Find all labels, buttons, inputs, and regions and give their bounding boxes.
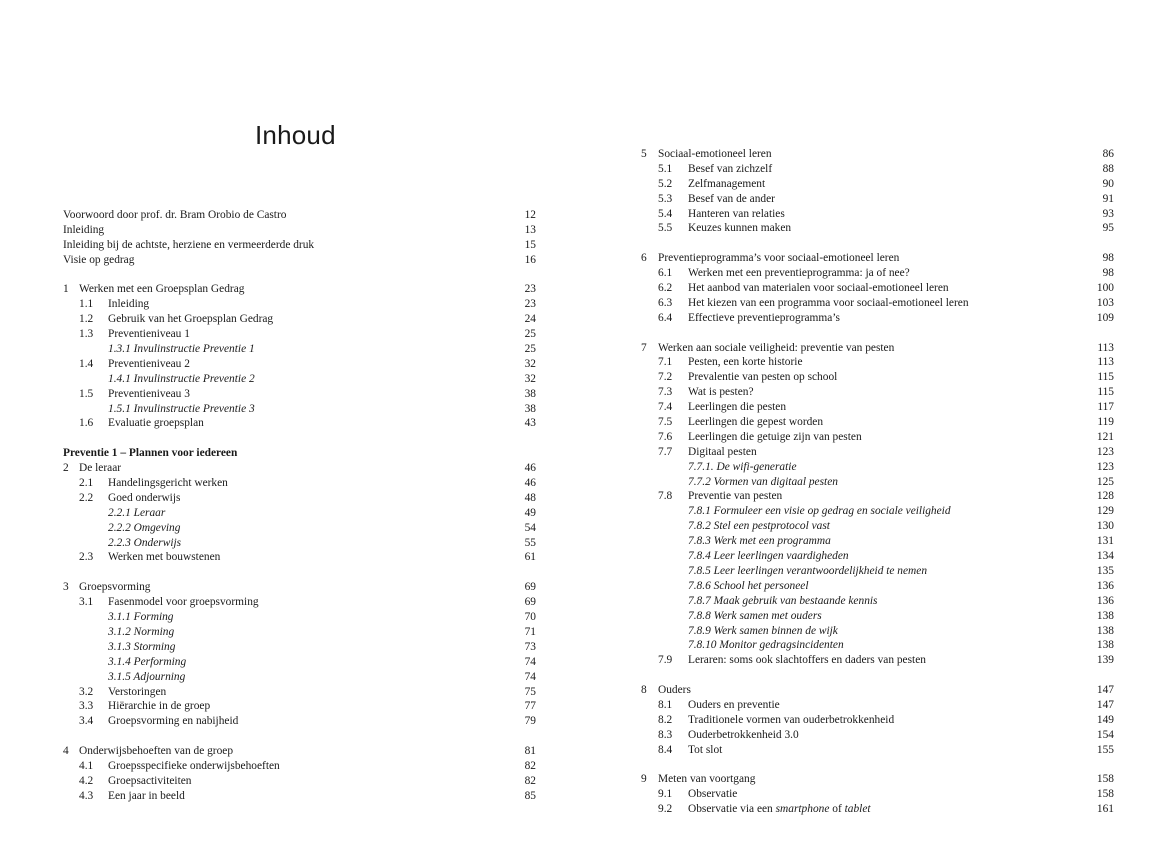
toc-page-number: 158 bbox=[1096, 773, 1114, 786]
toc-title: Prevalentie van pesten op school bbox=[688, 371, 838, 384]
toc-number: 1.1 bbox=[79, 298, 94, 311]
toc-subsection-entry[interactable] bbox=[63, 402, 536, 417]
toc-entry[interactable] bbox=[63, 789, 536, 804]
toc-page-number: 74 bbox=[524, 655, 536, 668]
toc-title: Het kiezen van een programma voor sociaal-emotioneel leren bbox=[688, 296, 969, 309]
toc-title: Inleiding bbox=[108, 298, 150, 311]
toc-title: Hiërarchie in de groep bbox=[108, 700, 211, 713]
toc-title: 3.1.2 Norming bbox=[108, 625, 175, 638]
toc-number: 7 bbox=[641, 341, 647, 354]
toc-entry[interactable] bbox=[63, 238, 536, 253]
toc-page-number: 23 bbox=[524, 298, 536, 311]
toc-entry[interactable] bbox=[641, 370, 1114, 385]
toc-subsection-entry[interactable] bbox=[641, 549, 1114, 564]
toc-page-number: 135 bbox=[1096, 564, 1114, 577]
toc-number: 5.4 bbox=[658, 207, 673, 220]
toc-subsection-entry[interactable] bbox=[63, 372, 536, 387]
toc-entry[interactable] bbox=[63, 491, 536, 506]
toc-page-number: 74 bbox=[524, 670, 536, 683]
toc-number: 8.4 bbox=[658, 743, 673, 756]
toc-title: Preventieprogramma’s voor sociaal-emotioneel leren bbox=[658, 252, 900, 265]
toc-title: Visie op gedrag bbox=[63, 253, 135, 266]
toc-title: 1.5.1 Invulinstructie Preventie 3 bbox=[108, 402, 255, 415]
toc-entry[interactable] bbox=[63, 357, 536, 372]
toc-page-number: 90 bbox=[1102, 177, 1114, 190]
toc-right-column bbox=[641, 147, 1114, 817]
toc-number: 1.3 bbox=[79, 328, 94, 341]
toc-page-number: 32 bbox=[524, 357, 536, 370]
toc-number: 9.2 bbox=[658, 803, 673, 816]
toc-page-number: 46 bbox=[524, 462, 536, 475]
toc-subsection-entry[interactable] bbox=[641, 579, 1114, 594]
toc-title: 7.8.2 Stel een pestprotocol vast bbox=[688, 520, 830, 533]
toc-number: 3.3 bbox=[79, 700, 94, 713]
toc-entry[interactable] bbox=[641, 802, 1114, 817]
toc-title: Leerlingen die pesten bbox=[688, 401, 787, 414]
toc-subsection-entry[interactable] bbox=[641, 519, 1114, 534]
toc-page-number: 73 bbox=[524, 640, 536, 653]
toc-number: 7.1 bbox=[658, 356, 673, 369]
toc-title-italic: tablet bbox=[844, 803, 871, 816]
toc-title: Wat is pesten? bbox=[688, 386, 754, 399]
toc-page-number: 136 bbox=[1096, 579, 1114, 592]
toc-entry[interactable] bbox=[63, 327, 536, 342]
toc-page-number: 149 bbox=[1096, 713, 1114, 726]
toc-title: Besef van zichzelf bbox=[688, 162, 773, 175]
toc-entry[interactable] bbox=[63, 759, 536, 774]
toc-page-number: 123 bbox=[1096, 445, 1114, 458]
toc-page-number: 75 bbox=[524, 685, 536, 698]
toc-title: Een jaar in beeld bbox=[108, 789, 185, 802]
toc-page-number: 55 bbox=[524, 536, 536, 549]
toc-title: 7.8.10 Monitor gedragsincidenten bbox=[688, 639, 844, 652]
toc-title: Preventieniveau 1 bbox=[108, 328, 190, 341]
toc-part-heading[interactable] bbox=[63, 446, 536, 461]
toc-number: 8.3 bbox=[658, 728, 673, 741]
toc-number: 6.2 bbox=[658, 282, 673, 295]
toc-entry[interactable] bbox=[641, 266, 1114, 281]
toc-title: Tot slot bbox=[688, 743, 723, 756]
toc-subsection-entry[interactable] bbox=[63, 536, 536, 551]
toc-chapter-entry[interactable] bbox=[641, 341, 1114, 356]
toc-page-number: 147 bbox=[1096, 684, 1114, 697]
toc-number: 2.1 bbox=[79, 477, 94, 490]
toc-page-number: 79 bbox=[524, 715, 536, 728]
toc-entry[interactable] bbox=[63, 297, 536, 312]
section-spacer bbox=[63, 729, 536, 744]
toc-number: 7.9 bbox=[658, 654, 673, 667]
toc-page-number: 77 bbox=[524, 700, 536, 713]
toc-page-number: 100 bbox=[1096, 282, 1114, 295]
toc-page-number: 32 bbox=[524, 372, 536, 385]
toc-title: Werken aan sociale veiligheid: preventie van pesten bbox=[658, 341, 895, 354]
toc-number: 8 bbox=[641, 684, 647, 697]
toc-title: 3.1.1 Forming bbox=[108, 611, 174, 624]
section-spacer bbox=[63, 268, 536, 283]
toc-title: 7.8.8 Werk samen met ouders bbox=[688, 609, 822, 622]
toc-page-number: 147 bbox=[1096, 698, 1114, 711]
toc-page-number: 54 bbox=[524, 521, 536, 534]
toc-entry[interactable] bbox=[63, 208, 536, 223]
toc-page-number: 138 bbox=[1096, 639, 1114, 652]
toc-title: Goed onderwijs bbox=[108, 491, 181, 504]
toc-subsection-entry[interactable] bbox=[63, 610, 536, 625]
toc-subsection-entry[interactable] bbox=[641, 475, 1114, 490]
toc-page-number: 138 bbox=[1096, 624, 1114, 637]
toc-page-number: 61 bbox=[524, 551, 536, 564]
toc-title: 2.2.1 Leraar bbox=[108, 506, 166, 519]
toc-page-number: 113 bbox=[1097, 341, 1114, 354]
toc-entry[interactable] bbox=[63, 253, 536, 268]
toc-title: Leerlingen die gepest worden bbox=[688, 416, 824, 429]
toc-page-number: 49 bbox=[524, 506, 536, 519]
toc-page-number: 48 bbox=[524, 491, 536, 504]
toc-title: De leraar bbox=[79, 462, 122, 475]
toc-entry[interactable] bbox=[641, 743, 1114, 758]
toc-title-part: Observatie via een bbox=[688, 803, 776, 816]
toc-entry[interactable] bbox=[63, 416, 536, 431]
toc-page-number: 154 bbox=[1096, 728, 1114, 741]
toc-title: 7.8.7 Maak gebruik van bestaande kennis bbox=[688, 594, 878, 607]
toc-entry[interactable] bbox=[641, 728, 1114, 743]
toc-page-number: 23 bbox=[524, 283, 536, 296]
toc-entry[interactable] bbox=[641, 311, 1114, 326]
toc-title bbox=[688, 802, 871, 817]
toc-title: 3.1.3 Storming bbox=[108, 640, 176, 653]
toc-number: 7.3 bbox=[658, 386, 673, 399]
toc-page-number: 155 bbox=[1096, 743, 1114, 756]
toc-subsection-entry[interactable] bbox=[641, 534, 1114, 549]
toc-page-number: 129 bbox=[1096, 505, 1114, 518]
toc-number: 9 bbox=[641, 773, 647, 786]
toc-entry[interactable] bbox=[63, 774, 536, 789]
toc-number: 1.6 bbox=[79, 417, 94, 430]
toc-entry[interactable] bbox=[641, 489, 1114, 504]
toc-page-number: 81 bbox=[524, 745, 536, 758]
toc-title: 7.8.5 Leer leerlingen verantwoordelijkheid te nemen bbox=[688, 564, 928, 577]
toc-number: 5.5 bbox=[658, 222, 673, 235]
toc-entry[interactable] bbox=[641, 415, 1114, 430]
toc-page-number: 71 bbox=[524, 625, 536, 638]
toc-number: 7.5 bbox=[658, 416, 673, 429]
toc-number: 8.1 bbox=[658, 698, 673, 711]
toc-page-number: 86 bbox=[1102, 148, 1114, 160]
toc-number: 7.6 bbox=[658, 430, 673, 443]
toc-title: Groepsactiviteiten bbox=[108, 774, 192, 787]
toc-number: 6.4 bbox=[658, 311, 673, 324]
toc-page-number: 117 bbox=[1097, 401, 1114, 414]
toc-number: 3.4 bbox=[79, 715, 94, 728]
toc-title: Onderwijsbehoeften van de groep bbox=[79, 745, 234, 758]
toc-number: 6.3 bbox=[658, 296, 673, 309]
toc-page-number: 25 bbox=[524, 328, 536, 341]
toc-entry[interactable] bbox=[641, 385, 1114, 400]
toc-number: 7.4 bbox=[658, 401, 673, 414]
toc-title: 7.8.1 Formuleer een visie op gedrag en sociale veiligheid bbox=[688, 505, 951, 518]
toc-title: Fasenmodel voor groepsvorming bbox=[108, 596, 259, 609]
toc-title: Groepsvorming bbox=[79, 581, 151, 594]
toc-title: Leraren: soms ook slachtoffers en daders van pesten bbox=[688, 654, 926, 667]
page-title: Inhoud bbox=[255, 120, 336, 150]
toc-entry[interactable] bbox=[63, 699, 536, 714]
toc-subsection-entry[interactable] bbox=[63, 521, 536, 536]
toc-number: 1.5 bbox=[79, 387, 94, 400]
toc-title: Evaluatie groepsplan bbox=[108, 417, 204, 430]
toc-subsection-entry[interactable] bbox=[641, 504, 1114, 519]
toc-left-column bbox=[63, 208, 536, 804]
toc-title-italic: smartphone bbox=[775, 803, 830, 816]
toc-entry[interactable] bbox=[63, 550, 536, 565]
toc-number: 5.2 bbox=[658, 177, 673, 190]
toc-title: Sociaal-emotioneel leren bbox=[658, 148, 772, 160]
toc-page-number: 93 bbox=[1102, 207, 1114, 220]
toc-page-number: 103 bbox=[1096, 296, 1114, 309]
toc-page-number: 109 bbox=[1096, 311, 1114, 324]
toc-title: Werken met bouwstenen bbox=[108, 551, 221, 564]
section-spacer bbox=[641, 758, 1114, 773]
toc-title: Traditionele vormen van ouderbetrokkenheid bbox=[688, 713, 895, 726]
toc-title: Preventie van pesten bbox=[688, 490, 783, 503]
toc-number: 1.2 bbox=[79, 313, 94, 326]
toc-title: Verstoringen bbox=[108, 685, 167, 698]
toc-page-number: 123 bbox=[1096, 460, 1114, 473]
toc-number: 5 bbox=[641, 148, 647, 160]
toc-page-number: 134 bbox=[1096, 550, 1114, 563]
toc-page-number: 85 bbox=[524, 789, 536, 802]
toc-title: Besef van de ander bbox=[688, 192, 775, 205]
toc-number: 3.2 bbox=[79, 685, 94, 698]
toc-page-number: 119 bbox=[1097, 416, 1114, 429]
toc-title: Pesten, een korte historie bbox=[688, 356, 803, 369]
toc-title: Ouders en preventie bbox=[688, 698, 780, 711]
toc-title: 1.3.1 Invulinstructie Preventie 1 bbox=[108, 343, 255, 356]
toc-title: Leerlingen die getuige zijn van pesten bbox=[688, 430, 862, 443]
toc-chapter-entry[interactable] bbox=[641, 772, 1114, 787]
toc-page-number: 125 bbox=[1096, 475, 1114, 488]
toc-title: Het aanbod van materialen voor sociaal-emotioneel leren bbox=[688, 282, 949, 295]
toc-number: 4.1 bbox=[79, 759, 94, 772]
toc-title: 2.2.2 Omgeving bbox=[108, 521, 181, 534]
toc-subsection-entry[interactable] bbox=[641, 638, 1114, 653]
toc-title: 3.1.5 Adjourning bbox=[108, 670, 186, 683]
toc-number: 4.3 bbox=[79, 789, 94, 802]
toc-entry[interactable] bbox=[63, 223, 536, 238]
toc-subsection-entry[interactable] bbox=[63, 655, 536, 670]
toc-page-number: 139 bbox=[1096, 654, 1114, 667]
toc-page-number: 25 bbox=[524, 343, 536, 356]
toc-page-number: 13 bbox=[524, 223, 536, 236]
section-spacer bbox=[641, 236, 1114, 251]
toc-page-number: 158 bbox=[1096, 788, 1114, 801]
toc-number: 6 bbox=[641, 252, 647, 265]
toc-page-number: 69 bbox=[524, 581, 536, 594]
toc-entry[interactable] bbox=[641, 698, 1114, 713]
toc-number: 1.4 bbox=[79, 357, 94, 370]
toc-title: Hanteren van relaties bbox=[688, 207, 785, 220]
toc-title: 3.1.4 Performing bbox=[108, 655, 187, 668]
toc-title: Ouders bbox=[658, 684, 691, 697]
toc-entry[interactable] bbox=[641, 400, 1114, 415]
toc-page-number: 38 bbox=[524, 402, 536, 415]
toc-chapter-entry[interactable] bbox=[63, 580, 536, 595]
toc-page-number: 98 bbox=[1102, 252, 1114, 265]
toc-subsection-entry[interactable] bbox=[641, 624, 1114, 639]
toc-page-number: 98 bbox=[1102, 267, 1114, 280]
toc-page-number: 69 bbox=[524, 596, 536, 609]
toc-page-number: 136 bbox=[1096, 594, 1114, 607]
toc-entry[interactable] bbox=[641, 445, 1114, 460]
toc-subsection-entry[interactable] bbox=[63, 670, 536, 685]
toc-entry[interactable] bbox=[641, 177, 1114, 192]
toc-subsection-entry[interactable] bbox=[641, 594, 1114, 609]
toc-chapter-entry[interactable] bbox=[63, 282, 536, 297]
toc-entry[interactable] bbox=[641, 162, 1114, 177]
toc-number: 1 bbox=[63, 283, 69, 296]
toc-page-number: 15 bbox=[524, 238, 536, 251]
toc-page-number: 115 bbox=[1097, 386, 1114, 399]
toc-chapter-entry[interactable] bbox=[63, 461, 536, 476]
toc-subsection-entry[interactable] bbox=[63, 342, 536, 357]
toc-number: 7.8 bbox=[658, 490, 673, 503]
toc-entry[interactable] bbox=[641, 192, 1114, 207]
toc-number: 9.1 bbox=[658, 788, 673, 801]
toc-page-number: 46 bbox=[524, 477, 536, 490]
toc-number: 3.1 bbox=[79, 596, 94, 609]
toc-page-number: 161 bbox=[1096, 803, 1114, 816]
toc-entry[interactable] bbox=[63, 714, 536, 729]
toc-title: 1.4.1 Invulinstructie Preventie 2 bbox=[108, 372, 255, 385]
toc-page-number: 82 bbox=[524, 774, 536, 787]
toc-chapter-entry[interactable] bbox=[641, 683, 1114, 698]
toc-number: 5.1 bbox=[658, 162, 673, 175]
toc-title: Ouderbetrokkenheid 3.0 bbox=[688, 728, 799, 741]
toc-entry[interactable] bbox=[641, 281, 1114, 296]
toc-title: Inleiding bij de achtste, herziene en vermeerderde druk bbox=[63, 238, 315, 251]
toc-subsection-entry[interactable] bbox=[63, 625, 536, 640]
toc-page-number: 43 bbox=[524, 417, 536, 430]
toc-page-number: 82 bbox=[524, 759, 536, 772]
toc-page-number: 115 bbox=[1097, 371, 1114, 384]
toc-entry[interactable] bbox=[641, 653, 1114, 668]
toc-title: Meten van voortgang bbox=[658, 773, 756, 786]
toc-title-part: of bbox=[829, 803, 845, 816]
toc-number: 2.2 bbox=[79, 491, 94, 504]
toc-page-number: 70 bbox=[524, 611, 536, 624]
toc-subsection-entry[interactable] bbox=[641, 609, 1114, 624]
toc-title: 7.7.1. De wifi-generatie bbox=[688, 460, 797, 473]
toc-number: 8.2 bbox=[658, 713, 673, 726]
toc-title: 7.8.3 Werk met een programma bbox=[688, 535, 831, 548]
toc-number: 4 bbox=[63, 745, 69, 758]
section-spacer bbox=[641, 668, 1114, 683]
toc-title: Effectieve preventieprogramma’s bbox=[688, 311, 840, 324]
toc-entry[interactable] bbox=[641, 430, 1114, 445]
toc-chapter-entry[interactable] bbox=[63, 744, 536, 759]
section-spacer bbox=[641, 326, 1114, 341]
toc-title: Handelingsgericht werken bbox=[108, 477, 228, 490]
toc-subsection-entry[interactable] bbox=[641, 564, 1114, 579]
toc-title: Werken met een Groepsplan Gedrag bbox=[79, 283, 245, 296]
toc-entry[interactable] bbox=[641, 355, 1114, 370]
toc-title: Preventieniveau 3 bbox=[108, 387, 190, 400]
toc-page-number: 121 bbox=[1096, 430, 1114, 443]
toc-page-number: 38 bbox=[524, 387, 536, 400]
toc-chapter-entry[interactable] bbox=[641, 251, 1114, 266]
toc-page-number: 130 bbox=[1096, 520, 1114, 533]
toc-page-number: 91 bbox=[1102, 192, 1114, 205]
toc-number: 4.2 bbox=[79, 774, 94, 787]
toc-page-number: 128 bbox=[1096, 490, 1114, 503]
toc-number: 6.1 bbox=[658, 267, 673, 280]
toc-entry[interactable] bbox=[641, 221, 1114, 236]
toc-page-number: 95 bbox=[1102, 222, 1114, 235]
toc-page-number: 88 bbox=[1102, 162, 1114, 175]
toc-title: Gebruik van het Groepsplan Gedrag bbox=[108, 313, 274, 326]
toc-entry[interactable] bbox=[641, 713, 1114, 728]
toc-number: 2 bbox=[63, 462, 69, 475]
toc-title: 7.8.6 School het personeel bbox=[688, 579, 809, 592]
toc-title: 7.8.4 Leer leerlingen vaardigheden bbox=[688, 550, 849, 563]
toc-subsection-entry[interactable] bbox=[63, 506, 536, 521]
section-spacer bbox=[63, 565, 536, 580]
toc-title: Preventieniveau 2 bbox=[108, 357, 190, 370]
toc-entry[interactable] bbox=[63, 476, 536, 491]
toc-entry[interactable] bbox=[641, 207, 1114, 222]
toc-title: Groepsspecifieke onderwijsbehoeften bbox=[108, 759, 280, 772]
toc-page-number: 16 bbox=[524, 253, 536, 266]
toc-number: 7.2 bbox=[658, 371, 673, 384]
toc-title: Groepsvorming en nabijheid bbox=[108, 715, 239, 728]
toc-page-number: 113 bbox=[1097, 356, 1114, 369]
toc-number: 2.3 bbox=[79, 551, 94, 564]
toc-title: 7.8.9 Werk samen binnen de wijk bbox=[688, 624, 838, 637]
toc-title: Preventie 1 – Plannen voor iedereen bbox=[63, 447, 238, 460]
toc-entry[interactable] bbox=[641, 787, 1114, 802]
toc-subsection-entry[interactable] bbox=[63, 640, 536, 655]
toc-entry[interactable] bbox=[63, 312, 536, 327]
toc-page-number: 131 bbox=[1096, 535, 1114, 548]
toc-title: Observatie bbox=[688, 788, 738, 801]
toc-title: Werken met een preventieprogramma: ja of nee? bbox=[688, 267, 910, 280]
toc-number: 3 bbox=[63, 581, 69, 594]
toc-number: 5.3 bbox=[658, 192, 673, 205]
toc-subsection-entry[interactable] bbox=[641, 460, 1114, 475]
toc-title: Keuzes kunnen maken bbox=[688, 222, 792, 235]
toc-chapter-entry[interactable] bbox=[641, 147, 1114, 162]
toc-entry[interactable] bbox=[63, 685, 536, 700]
toc-page-number: 24 bbox=[524, 313, 536, 326]
toc-title: 2.2.3 Onderwijs bbox=[108, 536, 182, 549]
toc-page-number: 138 bbox=[1096, 609, 1114, 622]
toc-page-number: 12 bbox=[524, 209, 536, 221]
toc-title: Digitaal pesten bbox=[688, 445, 757, 458]
toc-title: Inleiding bbox=[63, 223, 105, 236]
toc-entry[interactable] bbox=[63, 387, 536, 402]
toc-entry[interactable] bbox=[63, 595, 536, 610]
toc-title: 7.7.2 Vormen van digitaal pesten bbox=[688, 475, 838, 488]
toc-number: 7.7 bbox=[658, 445, 673, 458]
toc-entry[interactable] bbox=[641, 296, 1114, 311]
section-spacer bbox=[63, 431, 536, 446]
toc-title: Zelfmanagement bbox=[688, 177, 766, 190]
toc-title: Voorwoord door prof. dr. Bram Orobio de Castro bbox=[63, 209, 287, 221]
